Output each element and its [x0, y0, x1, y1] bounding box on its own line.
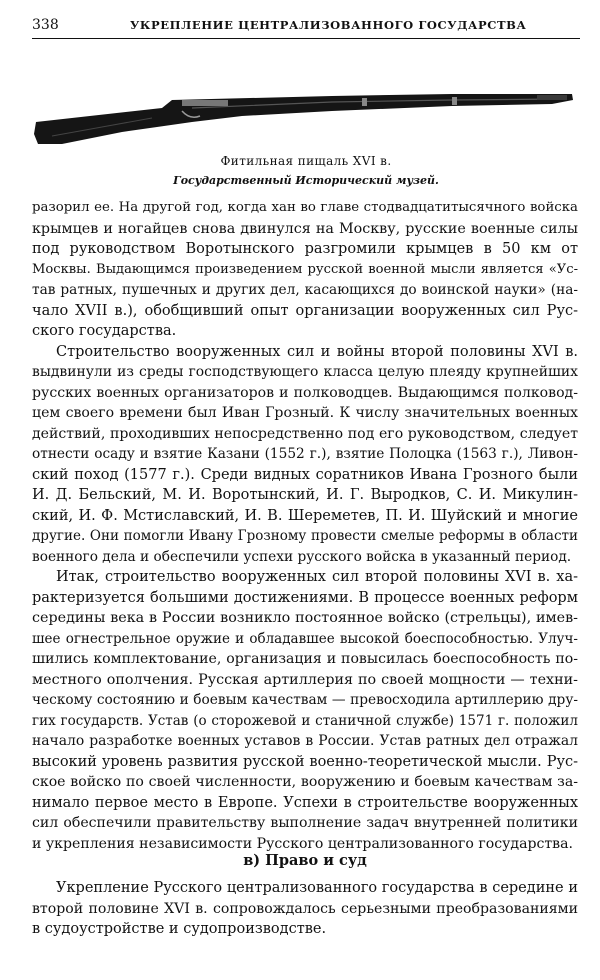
- musket-image: [32, 78, 580, 148]
- text-line: и укрепления независимости Русского централизованного государства.: [32, 835, 573, 852]
- figure-caption: Фитильная пищаль XVI в.: [220, 154, 392, 168]
- text-line: выдвинули из среды господствующего класса целую плеяду крупнейших: [32, 364, 578, 380]
- text-line: Укрепление Русского централизованного государства в середине и: [56, 880, 578, 896]
- section-text: [32, 878, 578, 940]
- text-line: сил обеспечили правительству выполнение задач внутренней политики: [32, 815, 578, 831]
- text-line: разорил ее. На другой год, когда хан во главе стодвадцатитысячного войска: [32, 200, 578, 215]
- text-line: под руководством Воротынского разгромили крымцев в 50 км от: [32, 241, 578, 257]
- text-line: отнести осаду и взятие Казани (1552 г.), взятие Полоцка (1563 г.), Ливон-: [32, 446, 578, 462]
- paragraph-2: [32, 342, 578, 568]
- page-number: 338: [32, 17, 59, 33]
- text-line: шились комплектование, организация и повысилась боеспособность по-: [32, 651, 578, 667]
- text-line: тав ратных, пушечных и других дел, касающихся до воинской науки» (на-: [32, 282, 578, 298]
- text-line: начало разработке военных уставов в России. Устав ратных дел отражал: [32, 733, 578, 749]
- text-line: Москвы. Выдающимся произведением русской военной мысли является «Ус-: [32, 261, 578, 277]
- paragraph-1: [32, 198, 578, 342]
- text-line: ское войско по своей численности, вооружению и боевым качествам за-: [32, 774, 578, 790]
- text-line: русских военных организаторов и полководцев. Выдающимся полковод-: [32, 384, 578, 401]
- text-line: военного дела и обеспечили успехи русского войска в указанный период.: [32, 548, 572, 565]
- text-line: второй половине XVI в. сопровождалось серьезными преобразованиями: [32, 900, 578, 917]
- paragraph-3: [32, 567, 578, 854]
- text-line: нимало первое место в Европе. Успехи в строительстве вооруженных: [32, 794, 578, 811]
- text-line: ский, И. Ф. Мстиславский, И. В. Шереметев, П. И. Шуйский и многие: [32, 507, 578, 524]
- text-line: ческому состоянию и боевым качествам — превосходила артиллерию дру-: [32, 692, 578, 708]
- text-line: рактеризуется большими достижениями. В процессе военных реформ: [32, 589, 578, 606]
- text-line: действий, проходивших непосредственно под его руководством, следует: [32, 425, 578, 442]
- figure-source: Государственный Исторический музей.: [173, 174, 439, 187]
- text-line: в судоустройстве и судопроизводстве.: [32, 921, 327, 937]
- running-title: УКРЕПЛЕНИЕ ЦЕНТРАЛИЗОВАННОГО ГОСУДАРСТВА: [130, 18, 527, 32]
- page-header: [32, 16, 580, 39]
- text-line: гих государств. Устав (о сторожевой и станичной службе) 1571 г. положил: [32, 712, 578, 729]
- text-line: крымцев и ногайцев снова двинулся на Москву, русские военные силы: [32, 220, 578, 237]
- body-text: [32, 198, 578, 854]
- text-line: чало XVII в.), обобщивший опыт организации вооруженных сил Рус-: [32, 302, 578, 319]
- paragraph-4: [32, 878, 578, 940]
- text-line: Итак, строительство вооруженных сил второй половины XVI в. ха-: [56, 569, 578, 585]
- text-line: цем своего времени был Иван Грозный. К числу значительных военных: [32, 405, 578, 421]
- text-line: другие. Они помогли Ивану Грозному провести смелые реформы в области: [32, 528, 578, 544]
- text-line: ский поход (1577 г.). Среди видных соратников Ивана Грозного были: [32, 466, 578, 483]
- musket-illustration: [32, 78, 580, 148]
- text-line: Строительство вооруженных сил и войны второй половины XVI в.: [56, 343, 578, 360]
- text-line: шее огнестрельное оружие и обладавшее высокой боеспособностью. Улуч-: [32, 630, 578, 647]
- text-line: середины века в России возникло постоянное войско (стрельцы), имев-: [32, 610, 578, 626]
- section-heading: в) Право и суд: [243, 852, 367, 869]
- text-line: местного ополчения. Русская артиллерия по своей мощности — техни-: [32, 671, 578, 688]
- text-line: И. Д. Бельский, М. И. Воротынский, И. Г. Выродков, С. И. Микулин-: [32, 487, 578, 503]
- text-line: ского государства.: [32, 323, 177, 339]
- text-line: высокий уровень развития русской военно-теоретической мысли. Рус-: [32, 753, 578, 770]
